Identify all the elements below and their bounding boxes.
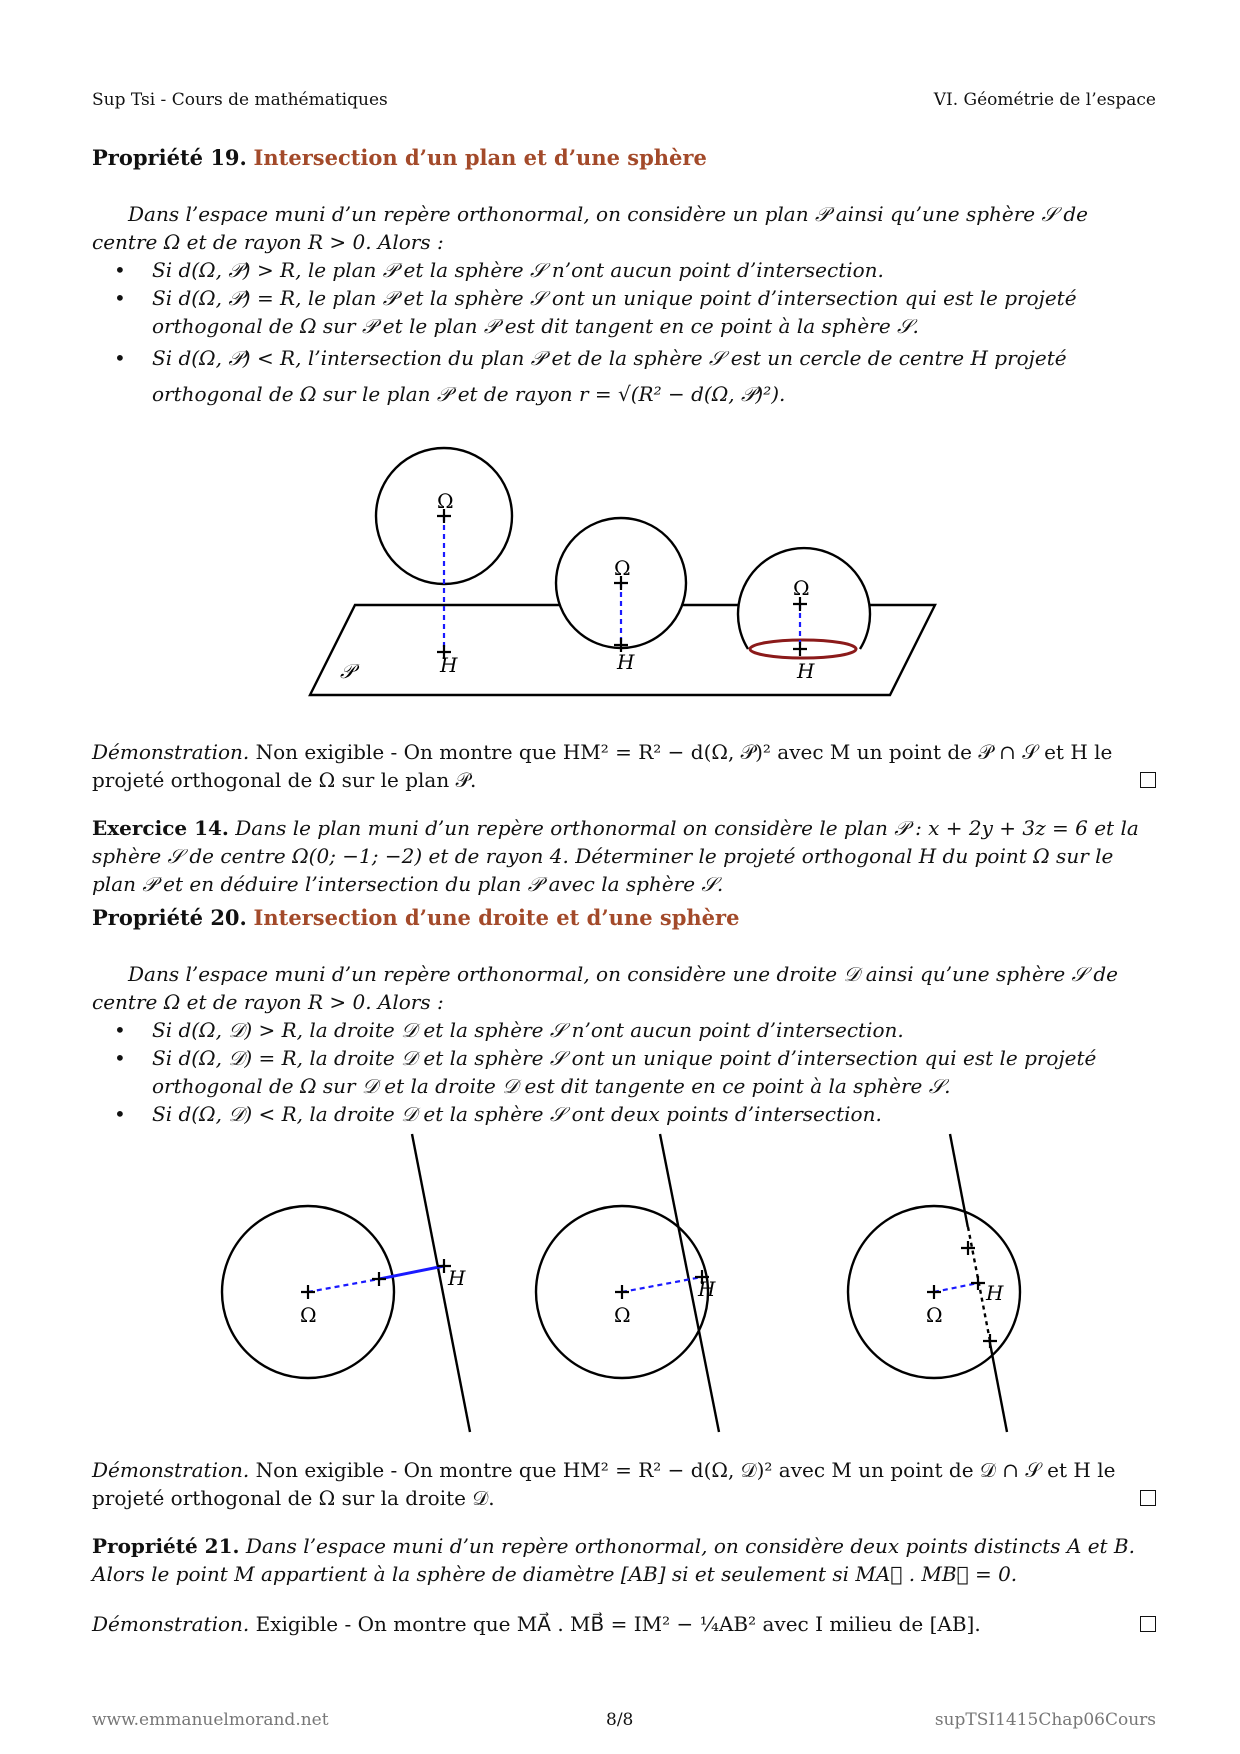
figure-plane-spheres [0,440,1240,710]
prop19-item-2: Si d(Ω, 𝒫) = R, le plan 𝒫 et la sphère 𝒮 ont un unique point d’intersection qui est le projeté orthogonal de Ω sur 𝒫 et le plan 𝒫 est dit tangent en ce point à la sphère 𝒮. [152,286,1077,338]
footer-left: www.emmanuelmorand.net [92,1710,329,1730]
prop19-intro: Dans l’espace muni d’un repère orthonormal, on considère un plan 𝒫 ainsi qu’une sphère 𝒮 de centre Ω et de rayon R > 0. Alors : [92,202,1088,254]
prop19-list [92,256,1156,412]
footer-right: supTSI1415Chap06Cours [934,1710,1156,1730]
prop20-item-1: Si d(Ω, 𝒟) > R, la droite 𝒟 et la sphère 𝒮 n’ont aucun point d’intersection. [152,1018,904,1042]
prop20-title: Intersection d’une droite et d’une sphère [253,905,740,930]
prop20-list [92,1016,1156,1128]
prop20-label: Propriété 20. [92,905,247,930]
list-item: • Si d(Ω, 𝒟) > R, la droite 𝒟 et la sphère 𝒮 n’ont aucun point d’intersection. [114,1018,904,1042]
h-label-c: H [986,1281,1004,1305]
omega-label-3: Ω [793,576,810,600]
footer-page-number: 8/8 [606,1710,634,1730]
h-label-2: H [617,650,635,674]
list-item: • Si d(Ω, 𝒟) < R, la droite 𝒟 et la sphère 𝒮 ont deux points d’intersection. [114,1102,882,1126]
ex14-text: Dans le plan muni d’un repère orthonormal on considère le plan 𝒫 : x + 2y + 3z = 6 et la sphère 𝒮 de centre Ω(0; −1; −2) et de rayon 4. Déterminer le projeté orthogonal H du point Ω sur le plan 𝒫 et en déduire l’intersection du plan 𝒫 avec la sphère 𝒮. [92,816,1139,896]
list-item: • Si d(Ω, 𝒫) < R, l’intersection du plan 𝒫 et de la sphère 𝒮 est un cercle de centre H projeté orthogonal de Ω sur le plan 𝒫 et de rayon r = √(R² − d(Ω, 𝒫)²). [114,346,1067,406]
plane-label: 𝒫 [340,659,355,683]
figure-line-spheres [0,1130,1240,1440]
qed-box-2 [1140,1490,1156,1506]
prop21-label: Propriété 21. [92,1534,240,1558]
prop19-title: Intersection d’un plan et d’une sphère [253,145,707,170]
demo3-text: Exigible - On montre que MA⃗ . MB⃗ = IM² − ¼AB² avec I milieu de [AB]. [255,1612,981,1636]
list-item: • Si d(Ω, 𝒫) = R, le plan 𝒫 et la sphère 𝒮 ont un unique point d’intersection qui est le projeté orthogonal de Ω sur 𝒫 et le plan 𝒫 est dit tangent en ce point à la sphère 𝒮. [114,286,1077,338]
prop21 [92,1532,1156,1588]
h-label-a: H [448,1266,466,1290]
qed-box-1 [1140,772,1156,788]
list-item: • Si d(Ω, 𝒫) > R, le plan 𝒫 et la sphère 𝒮 n’ont aucun point d’intersection. [114,258,884,282]
qed-box-3 [1140,1616,1156,1632]
demo1-text: Non exigible - On montre que HM² = R² − d(Ω, 𝒫)² avec M un point de 𝒫 ∩ 𝒮 et H le projeté orthogonal de Ω sur le plan 𝒫. [92,740,1113,792]
prop19-label: Propriété 19. [92,145,247,170]
prop19-heading [92,144,1156,172]
prop20-intro: Dans l’espace muni d’un repère orthonormal, on considère une droite 𝒟 ainsi qu’une sphère 𝒮 de centre Ω et de rayon R > 0. Alors : [92,962,1119,1014]
list-item: • Si d(Ω, 𝒟) = R, la droite 𝒟 et la sphère 𝒮 ont un unique point d’intersection qui est le projeté orthogonal de Ω sur 𝒟 et la droite 𝒟 est dit tangente en ce point à la sphère 𝒮. [114,1046,1097,1098]
header-right: VI. Géométrie de l’espace [933,90,1156,110]
h-label-b: H [698,1277,716,1301]
omega-label-1: Ω [437,489,454,513]
segment-a-outside [379,1266,444,1279]
demo2-label: Démonstration. [92,1458,250,1482]
omega-label-a: Ω [300,1303,317,1327]
demo3 [92,1610,1112,1638]
demo1 [92,738,1156,794]
omega-label-c: Ω [926,1303,943,1327]
header-left: Sup Tsi - Cours de mathématiques [92,90,388,110]
demo3-label: Démonstration. [92,1612,250,1636]
marks-a [301,1259,451,1299]
demo2 [92,1456,1156,1512]
demo1-label: Démonstration. [92,740,250,764]
h-label-3: H [797,659,815,683]
demo2-text: Non exigible - On montre que HM² = R² − d(Ω, 𝒟)² avec M un point de 𝒟 ∩ 𝒮 et H le projeté orthogonal de Ω sur la droite 𝒟. [92,1458,1116,1510]
ex14-label: Exercice 14. [92,816,229,840]
prop19-item-1: Si d(Ω, 𝒫) > R, le plan 𝒫 et la sphère 𝒮 n’ont aucun point d’intersection. [152,258,884,282]
h-label-1: H [440,653,458,677]
segment-c [934,1283,978,1292]
prop20-heading [92,904,1156,932]
omega-label-b: Ω [614,1303,631,1327]
prop20-item-3: Si d(Ω, 𝒟) < R, la droite 𝒟 et la sphère 𝒮 ont deux points d’intersection. [152,1102,882,1126]
prop20-item-2: Si d(Ω, 𝒟) = R, la droite 𝒟 et la sphère 𝒮 ont un unique point d’intersection qui est le projeté orthogonal de Ω sur 𝒟 et la droite 𝒟 est dit tangente en ce point à la sphère 𝒮. [152,1046,1097,1098]
prop21-text: Dans l’espace muni d’un repère orthonormal, on considère deux points distincts A et B. Alors le point M appartient à la sphère de diamètre [AB] si et seulement si MA⃗ . MB⃗ = 0. [92,1534,1135,1586]
prop19-item-3: Si d(Ω, 𝒫) < R, l’intersection du plan 𝒫 et de la sphère 𝒮 est un cercle de centre H projeté orthogonal de Ω sur le plan 𝒫 et de rayon r = √(R² − d(Ω, 𝒫)²). [152,346,1067,406]
exercise-14 [92,814,1156,898]
omega-label-2: Ω [614,556,631,580]
segment-a-inside [308,1279,379,1292]
